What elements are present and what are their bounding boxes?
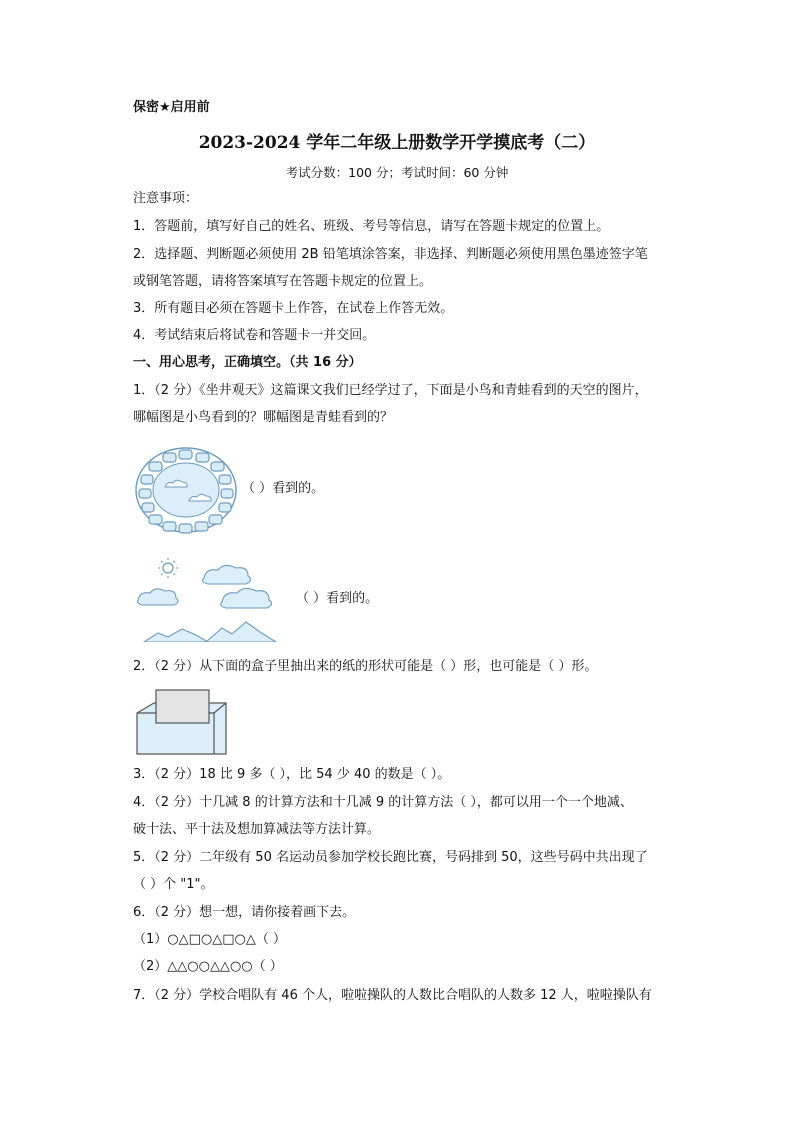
question-2: 2．（2 分）从下面的盒子里抽出来的纸的形状可能是（ ）形，也可能是（ ）形。 bbox=[133, 659, 598, 674]
open-sky-figure bbox=[136, 556, 286, 642]
question-3: 3．（2 分）18 比 9 多（ ），比 54 少 40 的数是（ ）。 bbox=[133, 767, 451, 782]
question-5-line-2: （ ）个 "1"。 bbox=[133, 877, 214, 892]
note-item-2-line-1: 2．选择题、判断题必须使用 2B 铅笔填涂答案，非选择、判断题必须使用黑色墨迹签字笔 bbox=[133, 247, 648, 262]
question-6-part-1: （1）○△□○△□○△（ ） bbox=[133, 932, 286, 947]
question-5-line-1: 5．（2 分）二年级有 50 名运动员参加学校长跑比赛，号码排到 50，这些号码中共出现了 bbox=[133, 850, 648, 865]
section-1-heading: 一、用心思考，正确填空。（共 16 分） bbox=[133, 355, 362, 370]
note-item-2-line-2: 或钢笔答题，请将答案填写在答题卡规定的位置上。 bbox=[133, 274, 433, 289]
question-1-blank-b[interactable]: （ ）看到的。 bbox=[296, 591, 379, 606]
question-6-part-2: （2）△△○○△△○○（ ） bbox=[133, 959, 283, 974]
notes-heading: 注意事项： bbox=[133, 191, 199, 206]
note-item-1: 1．答题前，填写好自己的姓名、班级、考号等信息，请写在答题卡规定的位置上。 bbox=[133, 219, 610, 234]
question-1-blank-a[interactable]: （ ）看到的。 bbox=[242, 481, 325, 496]
well-sky-figure bbox=[133, 445, 239, 535]
note-item-3: 3．所有题目必须在答题卡上作答，在试卷上作答无效。 bbox=[133, 301, 454, 316]
tissue-box-figure bbox=[136, 689, 228, 755]
question-4-line-2: 破十法、平十法及想加算减法等方法计算。 bbox=[133, 822, 381, 837]
sun-icon bbox=[158, 558, 178, 578]
exam-title: 2023-2024 学年二年级上册数学开学摸底考（二） bbox=[198, 133, 596, 153]
question-1-line-2: 哪幅图是小鸟看到的？哪幅图是青蛙看到的？ bbox=[133, 410, 394, 425]
question-6: 6．（2 分）想一想，请你接着画下去。 bbox=[133, 905, 356, 920]
confidential-label: 保密★启用前 bbox=[133, 100, 210, 115]
question-1-line-1: 1．（2 分）《坐井观天》这篇课文我们已经学过了，下面是小鸟和青蛙看到的天空的图片， bbox=[133, 383, 648, 398]
question-7: 7．（2 分）学校合唱队有 46 个人，啦啦操队的人数比合唱队的人数多 12 人，啦啦操队有 bbox=[133, 988, 652, 1003]
exam-subtitle: 考试分数：100 分；考试时间：60 分钟 bbox=[285, 165, 509, 180]
note-item-4: 4．考试结束后将试卷和答题卡一并交回。 bbox=[133, 328, 376, 343]
question-4-line-1: 4．（2 分）十几减 8 的计算方法和十几减 9 的计算方法（ ），都可以用一个一个地减、 bbox=[133, 795, 633, 810]
